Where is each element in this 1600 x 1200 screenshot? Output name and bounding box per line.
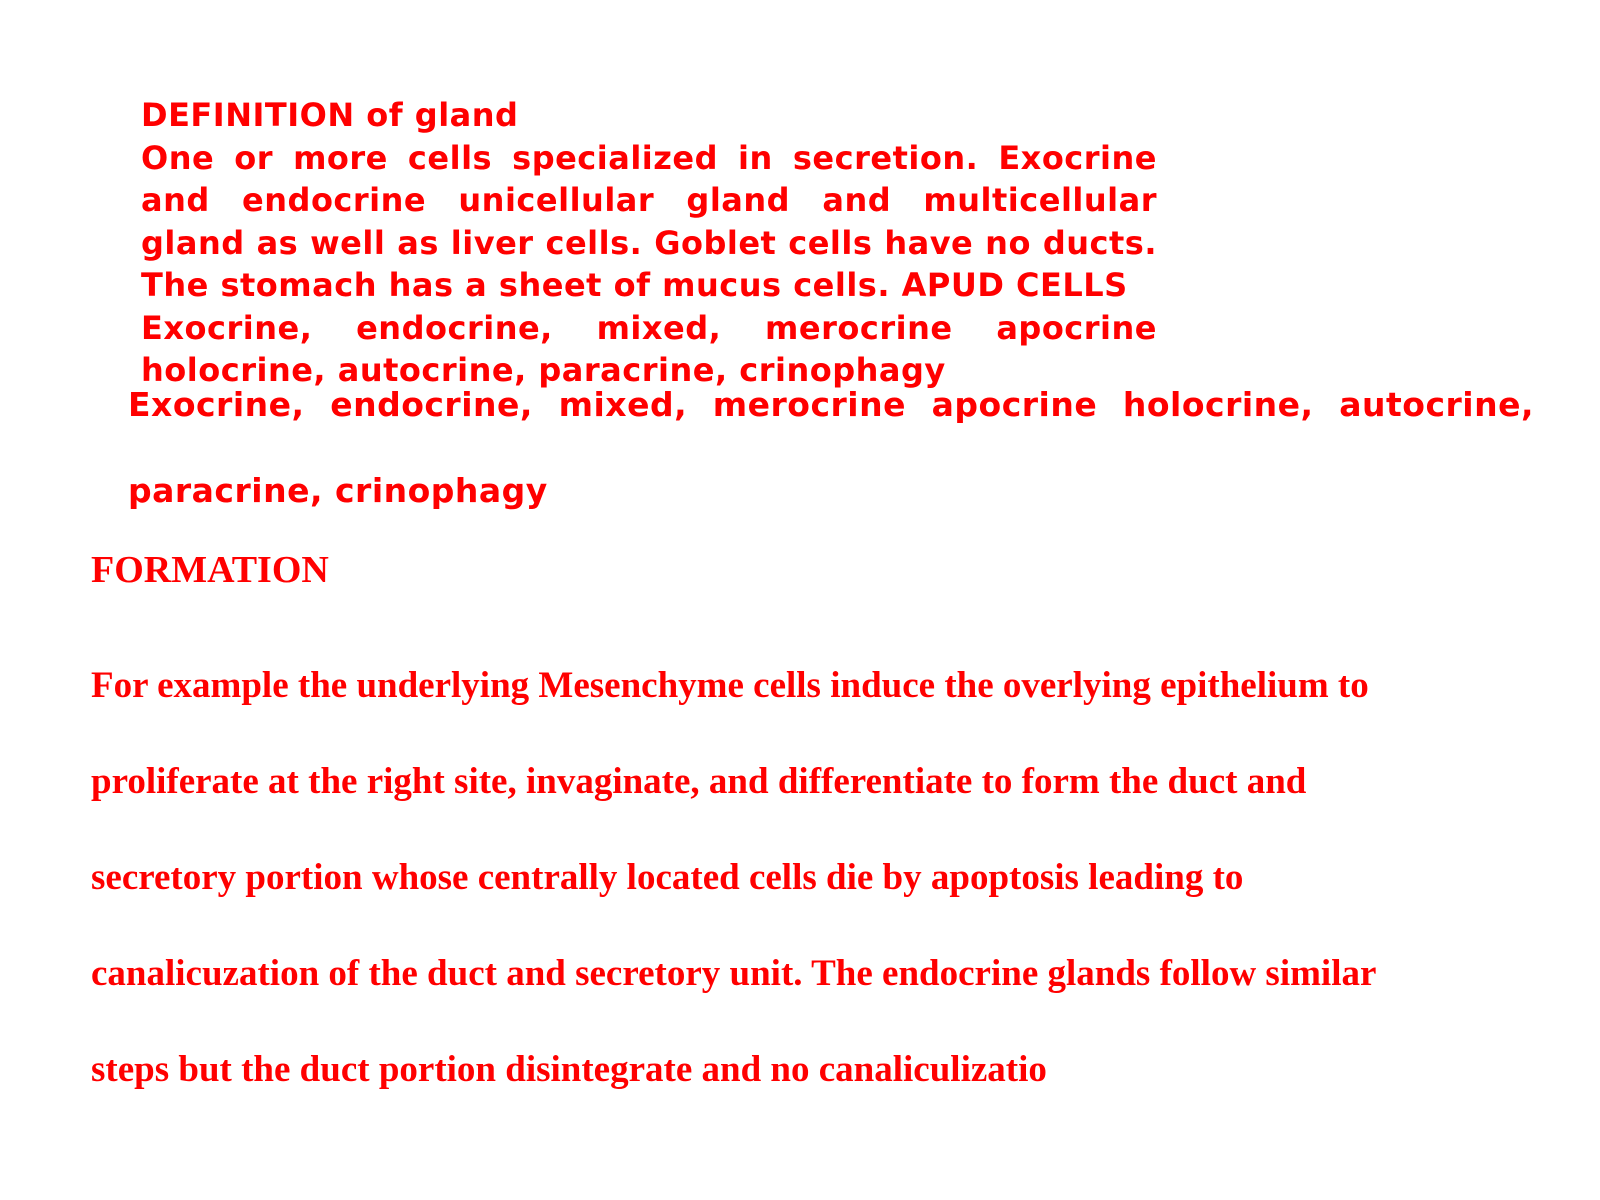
definition-body: One or more cells specialized in secretion. Exocrine and endocrine unicellular gland and multicellular gland as well as liver cells. Goblet cells have no ducts. The stomach has a sheet of mucus cells. APUD CELLS [141, 138, 1157, 304]
formation-line: steps but the duct portion disintegrate and no canaliculizatio [91, 1049, 1047, 1090]
definition-heading: DEFINITION of gland [141, 96, 519, 134]
formation-body [91, 638, 1591, 1118]
formation-line: For example the underlying Mesenchyme cells induce the overlying epithelium to [91, 665, 1369, 706]
formation-title: FORMATION [91, 549, 329, 591]
formation-line: proliferate at the right site, invaginate, and differentiate to form the duct and [91, 761, 1307, 802]
formation-line: canalicuzation of the duct and secretory unit. The endocrine glands follow similar [91, 953, 1377, 994]
formation-line: secretory portion whose centrally located cells die by apoptosis leading to [91, 857, 1244, 898]
classification-text: Exocrine, endocrine, mixed, merocrine apocrine holocrine, autocrine, paracrine, crinophagy [128, 385, 1534, 510]
definition-types: Exocrine, endocrine, mixed, merocrine apocrine holocrine, autocrine, paracrine, crinophagy [141, 308, 1157, 389]
definition-block [141, 94, 1157, 392]
